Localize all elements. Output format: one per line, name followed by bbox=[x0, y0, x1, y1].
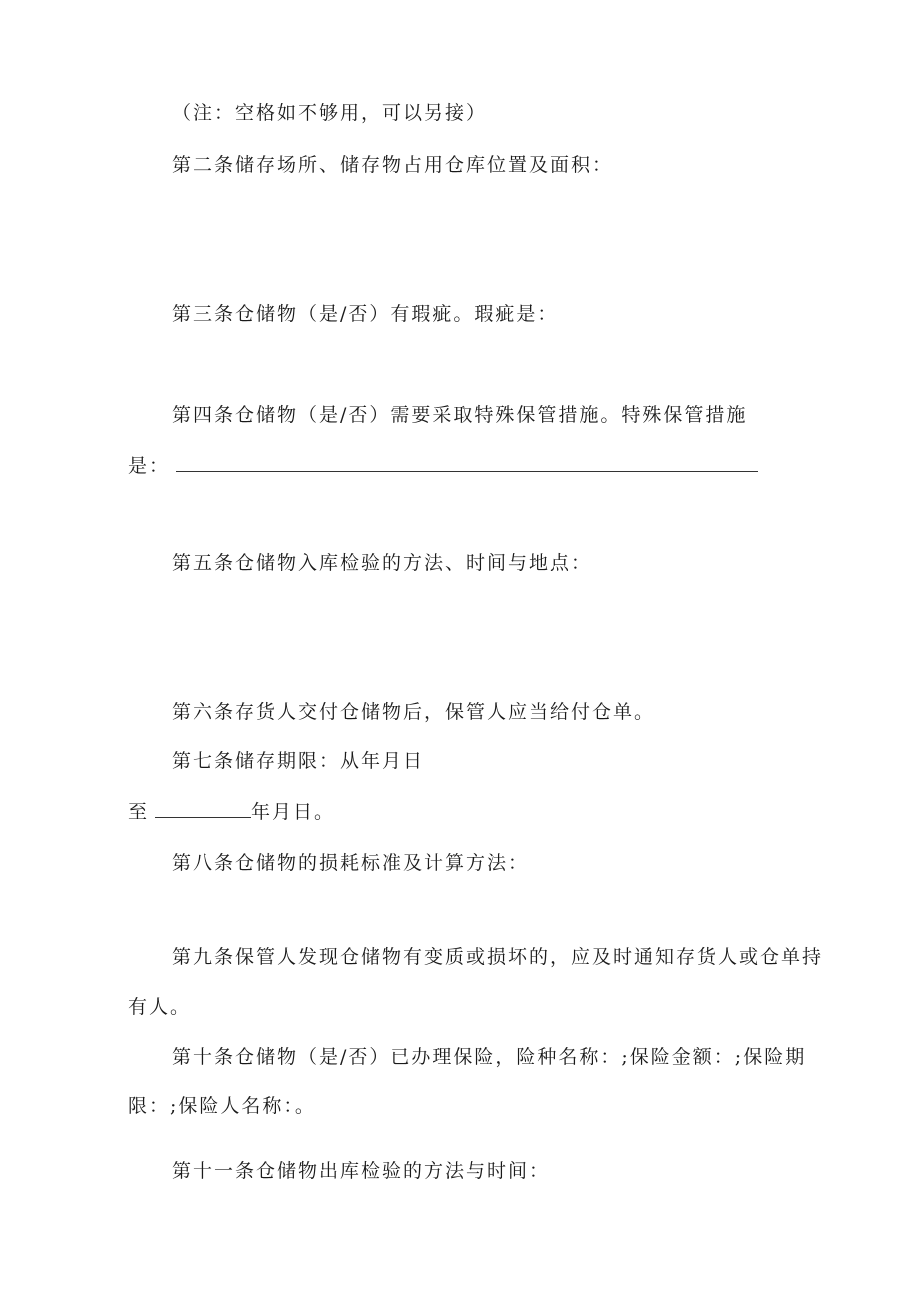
article-9-line-1: 第九条保管人发现仓储物有变质或损坏的，应及时通知存货人或仓单持 bbox=[172, 946, 824, 968]
note-text: （注：空格如不够用，可以另接） bbox=[172, 102, 488, 124]
article-4-line-2-text: 是： bbox=[128, 455, 171, 477]
article-5: 第五条仓储物入库检验的方法、时间与地点： bbox=[172, 552, 593, 574]
article-11: 第十一条仓储物出库检验的方法与时间： bbox=[172, 1160, 551, 1182]
article-4-line-1: 第四条仓储物（是/否）需要采取特殊保管措施。特殊保管措施 bbox=[172, 404, 748, 426]
article-7-line-2 bbox=[128, 799, 335, 824]
article-8: 第八条仓储物的损耗标准及计算方法： bbox=[172, 852, 530, 874]
fill-in-blank bbox=[155, 799, 251, 818]
article-2: 第二条储存场所、储存物占用仓库位置及面积： bbox=[172, 154, 614, 176]
article-7-line-1: 第七条储存期限：从年月日 bbox=[172, 750, 425, 772]
article-4-line-2 bbox=[128, 453, 758, 478]
fill-in-blank bbox=[176, 453, 758, 472]
article-7-line-2-prefix: 至 bbox=[128, 801, 150, 823]
article-9-line-2: 有人。 bbox=[128, 996, 192, 1018]
article-7-line-2-suffix: 年月日。 bbox=[251, 801, 336, 823]
article-10-line-2: 限：;保险人名称：。 bbox=[128, 1095, 316, 1117]
article-10-line-1: 第十条仓储物（是/否）已办理保险，险种名称：;保险金额：;保险期 bbox=[172, 1046, 807, 1068]
article-6: 第六条存货人交付仓储物后，保管人应当给付仓单。 bbox=[172, 701, 656, 723]
article-3: 第三条仓储物（是/否）有瑕疵。瑕疵是： bbox=[172, 303, 559, 325]
